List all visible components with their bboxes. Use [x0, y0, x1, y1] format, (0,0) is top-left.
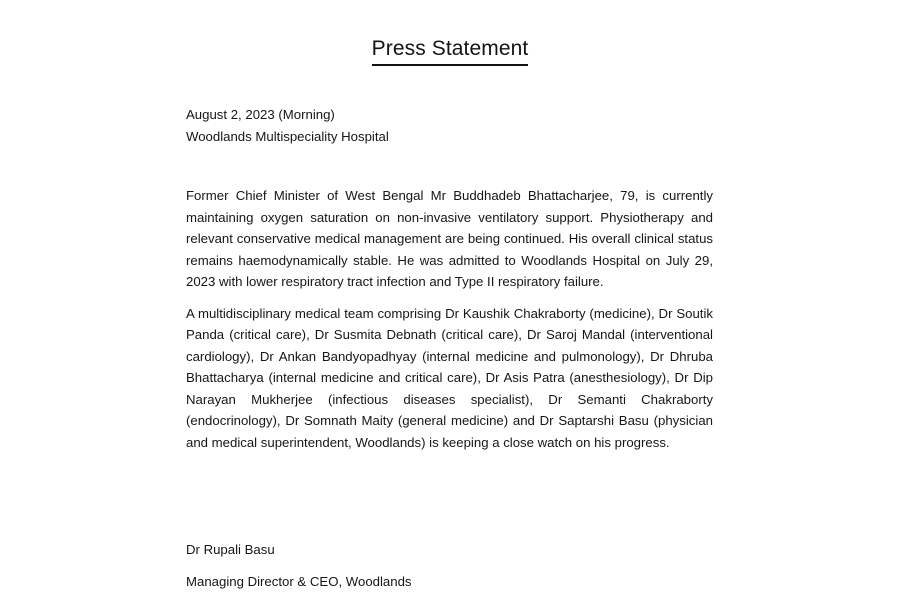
page-title [0, 36, 900, 66]
header-body-spacer [186, 147, 713, 185]
issuing-organisation: Woodlands Multispeciality Hospital [186, 128, 389, 144]
paragraph-patient-status: Former Chief Minister of West Bengal Mr Buddhadeb Bhattacharjee, 79, is currently maintaining oxygen saturation on non-invasive ventilatory support. Physiotherapy and relevant conservative medical management are being continued. His overall clinical status remains haemodynamically stable. He was admitted to Woodlands Hospital on July 29, 2023 with lower respiratory tract infection and Type II respiratory failure. [186, 188, 713, 289]
signature-inner-spacer [186, 561, 713, 571]
page-title-text: Press Statement [372, 36, 529, 66]
signatory-name: Dr Rupali Basu [186, 542, 275, 557]
document-body [186, 104, 713, 453]
signatory-designation: Managing Director & CEO, Woodlands [186, 573, 412, 589]
paragraph-medical-team: A multidisciplinary medical team comprising Dr Kaushik Chakraborty (medicine), Dr Soutik Panda (critical care), Dr Susmita Debnath (critical care), Dr Saroj Mandal (interventional cardiology), Dr Ankan Bandyopadhyay (internal medicine and pulmonology), Dr Dhruba Bhattacharya (internal medicine and critical care), Dr Asis Patra (anesthesiology), Dr Dip Narayan Mukherjee (infectious diseases specialist), Dr Semanti Chakraborty (endocrinology), Dr Somnath Maity (general medicine) and Dr Saptarshi Basu (physician and medical superintendent, Woodlands) is keeping a close watch on his progress. [186, 305, 713, 450]
signature-block [186, 539, 713, 592]
statement-date: August 2, 2023 (Morning) [186, 107, 335, 122]
